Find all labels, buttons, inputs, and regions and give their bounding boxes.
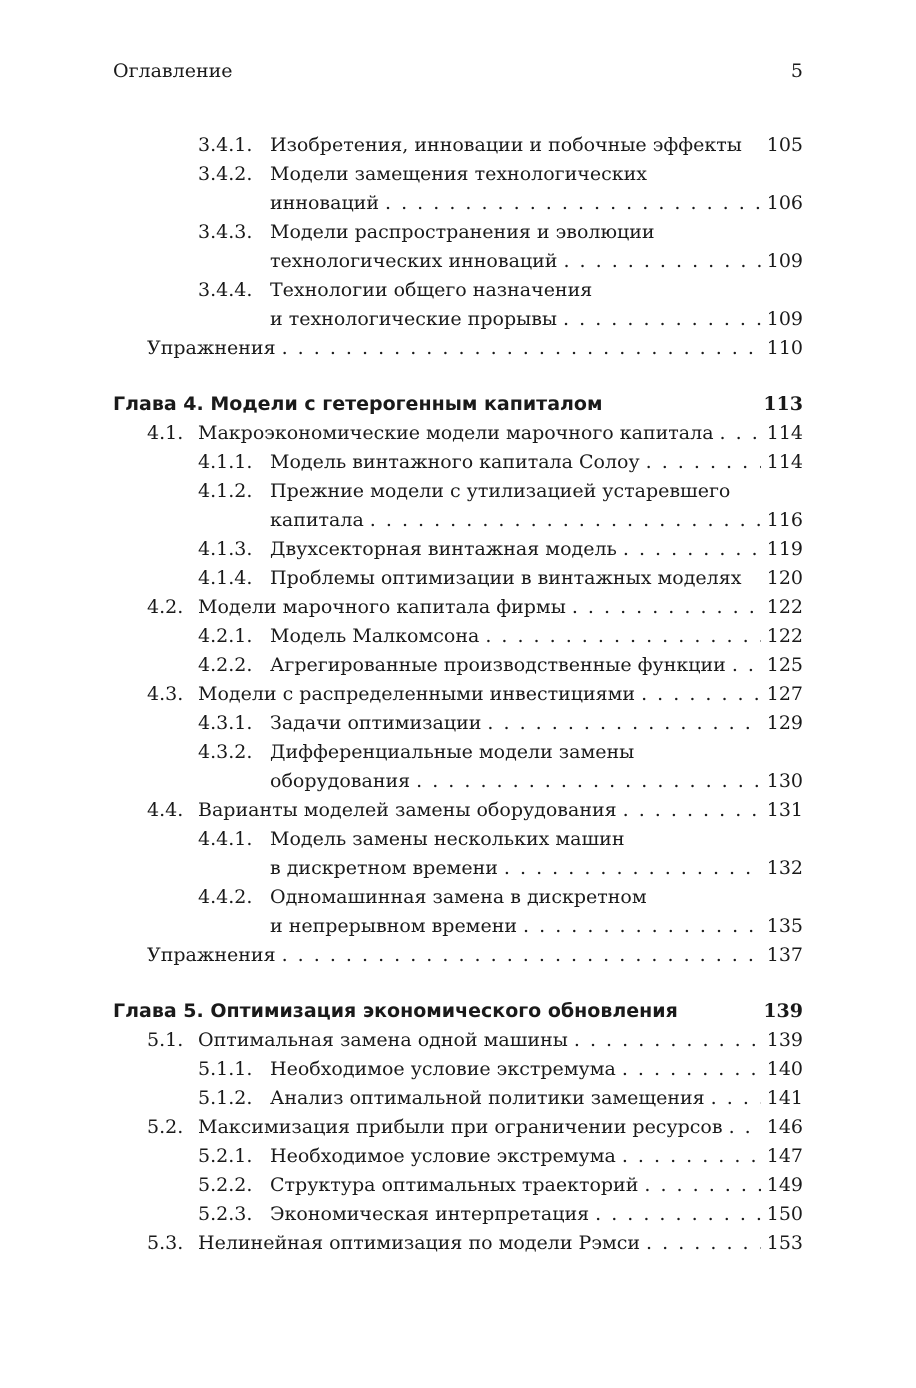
- toc-chapter-heading[interactable]: [113, 997, 803, 1026]
- toc-entry-title: оборудования: [270, 770, 411, 792]
- dot-leader: [646, 1229, 761, 1258]
- toc-entry[interactable]: [113, 535, 803, 564]
- dot-leader: [563, 305, 761, 334]
- toc-entry-continuation[interactable]: [113, 305, 803, 334]
- toc-entry-title: Модели марочного капитала фирмы: [198, 596, 566, 618]
- toc-entry-number: 4.1.2.: [198, 480, 253, 502]
- toc-entry-number: 5.2.1.: [198, 1145, 253, 1167]
- toc-entry-number: 4.4.1.: [198, 828, 253, 850]
- toc-entry[interactable]: [113, 1142, 803, 1171]
- toc-entry-number: 4.1.3.: [198, 538, 253, 560]
- toc-entry[interactable]: [113, 709, 803, 738]
- toc-entry-page: 125: [766, 654, 803, 676]
- toc-entry-number: 3.4.3.: [198, 221, 253, 243]
- toc-entry[interactable]: [113, 1229, 803, 1258]
- toc-entry-title: Одномашинная замена в дискретном: [270, 886, 647, 908]
- toc-entry-page: 135: [766, 915, 803, 937]
- toc-entry-number: 5.3.: [147, 1232, 184, 1254]
- toc-entry-continuation[interactable]: [113, 854, 803, 883]
- toc-entry-number: 5.1.2.: [198, 1087, 253, 1109]
- toc-entry-title: Варианты моделей замены оборудования: [198, 799, 617, 821]
- toc-entry[interactable]: [113, 477, 803, 506]
- toc-entry-page: 109: [766, 250, 803, 272]
- toc-entry-continuation[interactable]: [113, 247, 803, 276]
- toc-entry-title: Модели распространения и эволюции: [270, 221, 655, 243]
- toc-entry-number: 5.1.: [147, 1029, 184, 1051]
- dot-leader: [646, 448, 761, 477]
- toc-entry-number: 4.1.: [147, 422, 184, 444]
- toc-entry[interactable]: [113, 218, 803, 247]
- toc-entry[interactable]: [113, 1171, 803, 1200]
- toc-entry-title: Модель винтажного капитала Солоу: [270, 451, 640, 473]
- toc-entry-number: 4.2.: [147, 596, 184, 618]
- toc-entry-title: технологических инноваций: [270, 250, 558, 272]
- toc-entry-number: 5.1.1.: [198, 1058, 253, 1080]
- toc-entry-title: Нелинейная оптимизация по модели Рэмси: [198, 1232, 641, 1254]
- dot-leader: [641, 680, 761, 709]
- toc-entry-page: 129: [766, 712, 803, 734]
- toc-entry[interactable]: [113, 883, 803, 912]
- toc-entry-page: 106: [766, 192, 803, 214]
- toc-entry-page: 119: [766, 538, 803, 560]
- toc-entry-number: 4.3.2.: [198, 741, 253, 763]
- dot-leader: [623, 796, 761, 825]
- toc-entry-title: в дискретном времени: [270, 857, 498, 879]
- toc-entry-title: Структура оптимальных траекторий: [270, 1174, 639, 1196]
- dot-leader: [282, 941, 761, 970]
- dot-leader: [523, 912, 761, 941]
- toc-entry-title: Модели замещения технологических: [270, 163, 647, 185]
- toc-entry-number: 3.4.4.: [198, 279, 253, 301]
- dot-leader: [487, 709, 760, 738]
- toc-entry[interactable]: [113, 1200, 803, 1229]
- dot-leader: [622, 1142, 761, 1171]
- toc-entry[interactable]: [113, 680, 803, 709]
- toc-entry-number: 4.4.2.: [198, 886, 253, 908]
- toc-chapter-heading[interactable]: [113, 390, 803, 419]
- toc-entry-number: 4.1.4.: [198, 567, 253, 589]
- toc-entry-title: Технологии общего назначения: [270, 279, 593, 301]
- toc-entry-number: 4.3.: [147, 683, 184, 705]
- toc-entry-title: Модель Малкомсона: [270, 625, 480, 647]
- toc-entry-title: Оптимальная замена одной машины: [198, 1029, 568, 1051]
- dot-leader: [563, 247, 760, 276]
- toc-entry-number: 5.2.2.: [198, 1174, 253, 1196]
- toc-entry-number: 4.4.: [147, 799, 184, 821]
- toc-entry-page: 109: [766, 308, 803, 330]
- toc-entry[interactable]: [113, 276, 803, 305]
- toc-entry-title: Необходимое условие экстремума: [270, 1145, 616, 1167]
- toc-entry-number: 4.2.2.: [198, 654, 253, 676]
- toc-entry-page: 122: [766, 596, 803, 618]
- toc-entry-page: 141: [766, 1087, 803, 1109]
- toc-entry[interactable]: [113, 651, 803, 680]
- toc-entry-title: Модель замены нескольких машин: [270, 828, 625, 850]
- toc-entry[interactable]: [113, 1084, 803, 1113]
- toc-entry-title: Макроэкономические модели марочного капитала: [198, 422, 714, 444]
- toc-entry-number: 3.4.1.: [198, 134, 253, 156]
- toc-entry-page: 137: [766, 944, 803, 966]
- toc-entry-page: 114: [766, 422, 803, 444]
- toc-entry[interactable]: [113, 1055, 803, 1084]
- dot-leader: [485, 622, 760, 651]
- toc-entry-number: 5.2.3.: [198, 1203, 253, 1225]
- toc-entry[interactable]: [113, 564, 803, 593]
- dot-leader: [711, 1084, 761, 1113]
- toc-entry-title: Необходимое условие экстремума: [270, 1058, 616, 1080]
- header-page-number: 5: [790, 60, 803, 82]
- toc-entry-number: 5.2.: [147, 1116, 184, 1138]
- chapter-title: Глава 4. Модели с гетерогенным капиталом: [113, 393, 603, 415]
- toc-entry-page: 147: [766, 1145, 803, 1167]
- toc-entry-title: Изобретения, инновации и побочные эффекты: [270, 134, 742, 156]
- dot-leader: [574, 1026, 761, 1055]
- chapter-title: Глава 5. Оптимизация экономического обновления: [113, 1000, 678, 1022]
- toc-entry-continuation[interactable]: [113, 767, 803, 796]
- toc-entry-title: Агрегированные производственные функции: [270, 654, 726, 676]
- toc-entry-page: 146: [766, 1116, 803, 1138]
- toc-entry-number: 4.3.1.: [198, 712, 253, 734]
- toc-entry[interactable]: [113, 131, 803, 160]
- dot-leader: [504, 854, 761, 883]
- toc-entry-page: 120: [766, 567, 803, 589]
- dot-leader: [729, 1113, 761, 1142]
- toc-entry-title: Модели с распределенными инвестициями: [198, 683, 636, 705]
- dot-leader: [732, 651, 761, 680]
- toc-entry-page: 139: [766, 1029, 803, 1051]
- toc-entry-page: 110: [766, 337, 803, 359]
- toc-entry-title: и непрерывном времени: [270, 915, 518, 937]
- toc-entry-continuation[interactable]: [113, 506, 803, 535]
- dot-leader: [644, 1171, 760, 1200]
- toc-entry[interactable]: [113, 160, 803, 189]
- toc-entry-page: 150: [766, 1203, 803, 1225]
- toc-entry-page: 149: [766, 1174, 803, 1196]
- toc-entry-title: Анализ оптимальной политики замещения: [270, 1087, 705, 1109]
- toc-entry-title: капитала: [270, 509, 364, 531]
- toc-entry-page: 114: [766, 451, 803, 473]
- chapter-page: 139: [763, 1000, 803, 1022]
- toc-entry[interactable]: [113, 1113, 803, 1142]
- toc-entry[interactable]: [113, 796, 803, 825]
- toc-entry-page: 132: [766, 857, 803, 879]
- dot-leader: [622, 1055, 761, 1084]
- toc-entry-number: 4.1.1.: [198, 451, 253, 473]
- toc-entry-exercises[interactable]: [113, 334, 803, 363]
- toc-entry[interactable]: [113, 593, 803, 622]
- toc-entry-title: Упражнения: [147, 944, 276, 966]
- toc-entry-title: Задачи оптимизации: [270, 712, 482, 734]
- toc-entry[interactable]: [113, 1026, 803, 1055]
- dot-leader: [623, 535, 761, 564]
- toc-entry-page: 131: [766, 799, 803, 821]
- chapter-page: 113: [763, 393, 803, 415]
- header-title: Оглавление: [113, 60, 233, 82]
- toc-entry-title: Максимизация прибыли при ограничении ресурсов: [198, 1116, 723, 1138]
- toc-entry[interactable]: [113, 448, 803, 477]
- toc-entry-number: 4.2.1.: [198, 625, 253, 647]
- toc-entry-page: 127: [766, 683, 803, 705]
- dot-leader: [385, 189, 761, 218]
- dot-leader: [720, 419, 761, 448]
- toc-entry-page: 105: [766, 134, 803, 156]
- toc-entry[interactable]: [113, 825, 803, 854]
- toc-entry-title: Прежние модели с утилизацией устаревшего: [270, 480, 731, 502]
- toc-entry-title: Двухсекторная винтажная модель: [270, 538, 617, 560]
- toc-entry-page: 153: [766, 1232, 803, 1254]
- toc-entry-continuation[interactable]: [113, 912, 803, 941]
- toc-entry-exercises[interactable]: [113, 941, 803, 970]
- toc-entry-continuation[interactable]: [113, 189, 803, 218]
- toc-entry-title: Проблемы оптимизации в винтажных моделях: [270, 567, 742, 589]
- dot-leader: [595, 1200, 761, 1229]
- dot-leader: [370, 506, 761, 535]
- running-header: [113, 60, 803, 86]
- toc-entry-page: 130: [766, 770, 803, 792]
- toc-entry-page: 116: [766, 509, 803, 531]
- dot-leader: [416, 767, 761, 796]
- toc-entry[interactable]: [113, 622, 803, 651]
- dot-leader: [282, 334, 761, 363]
- toc-entry-title: и технологические прорывы: [270, 308, 558, 330]
- toc-entry-title: Упражнения: [147, 337, 276, 359]
- table-of-contents: [113, 131, 803, 1258]
- toc-entry-title: инноваций: [270, 192, 379, 214]
- toc-entry-page: 122: [766, 625, 803, 647]
- toc-entry-number: 3.4.2.: [198, 163, 253, 185]
- dot-leader: [572, 593, 761, 622]
- toc-entry-title: Дифференциальные модели замены: [270, 741, 635, 763]
- toc-entry[interactable]: [113, 419, 803, 448]
- toc-entry-page: 140: [766, 1058, 803, 1080]
- toc-entry-title: Экономическая интерпретация: [270, 1203, 590, 1225]
- toc-entry[interactable]: [113, 738, 803, 767]
